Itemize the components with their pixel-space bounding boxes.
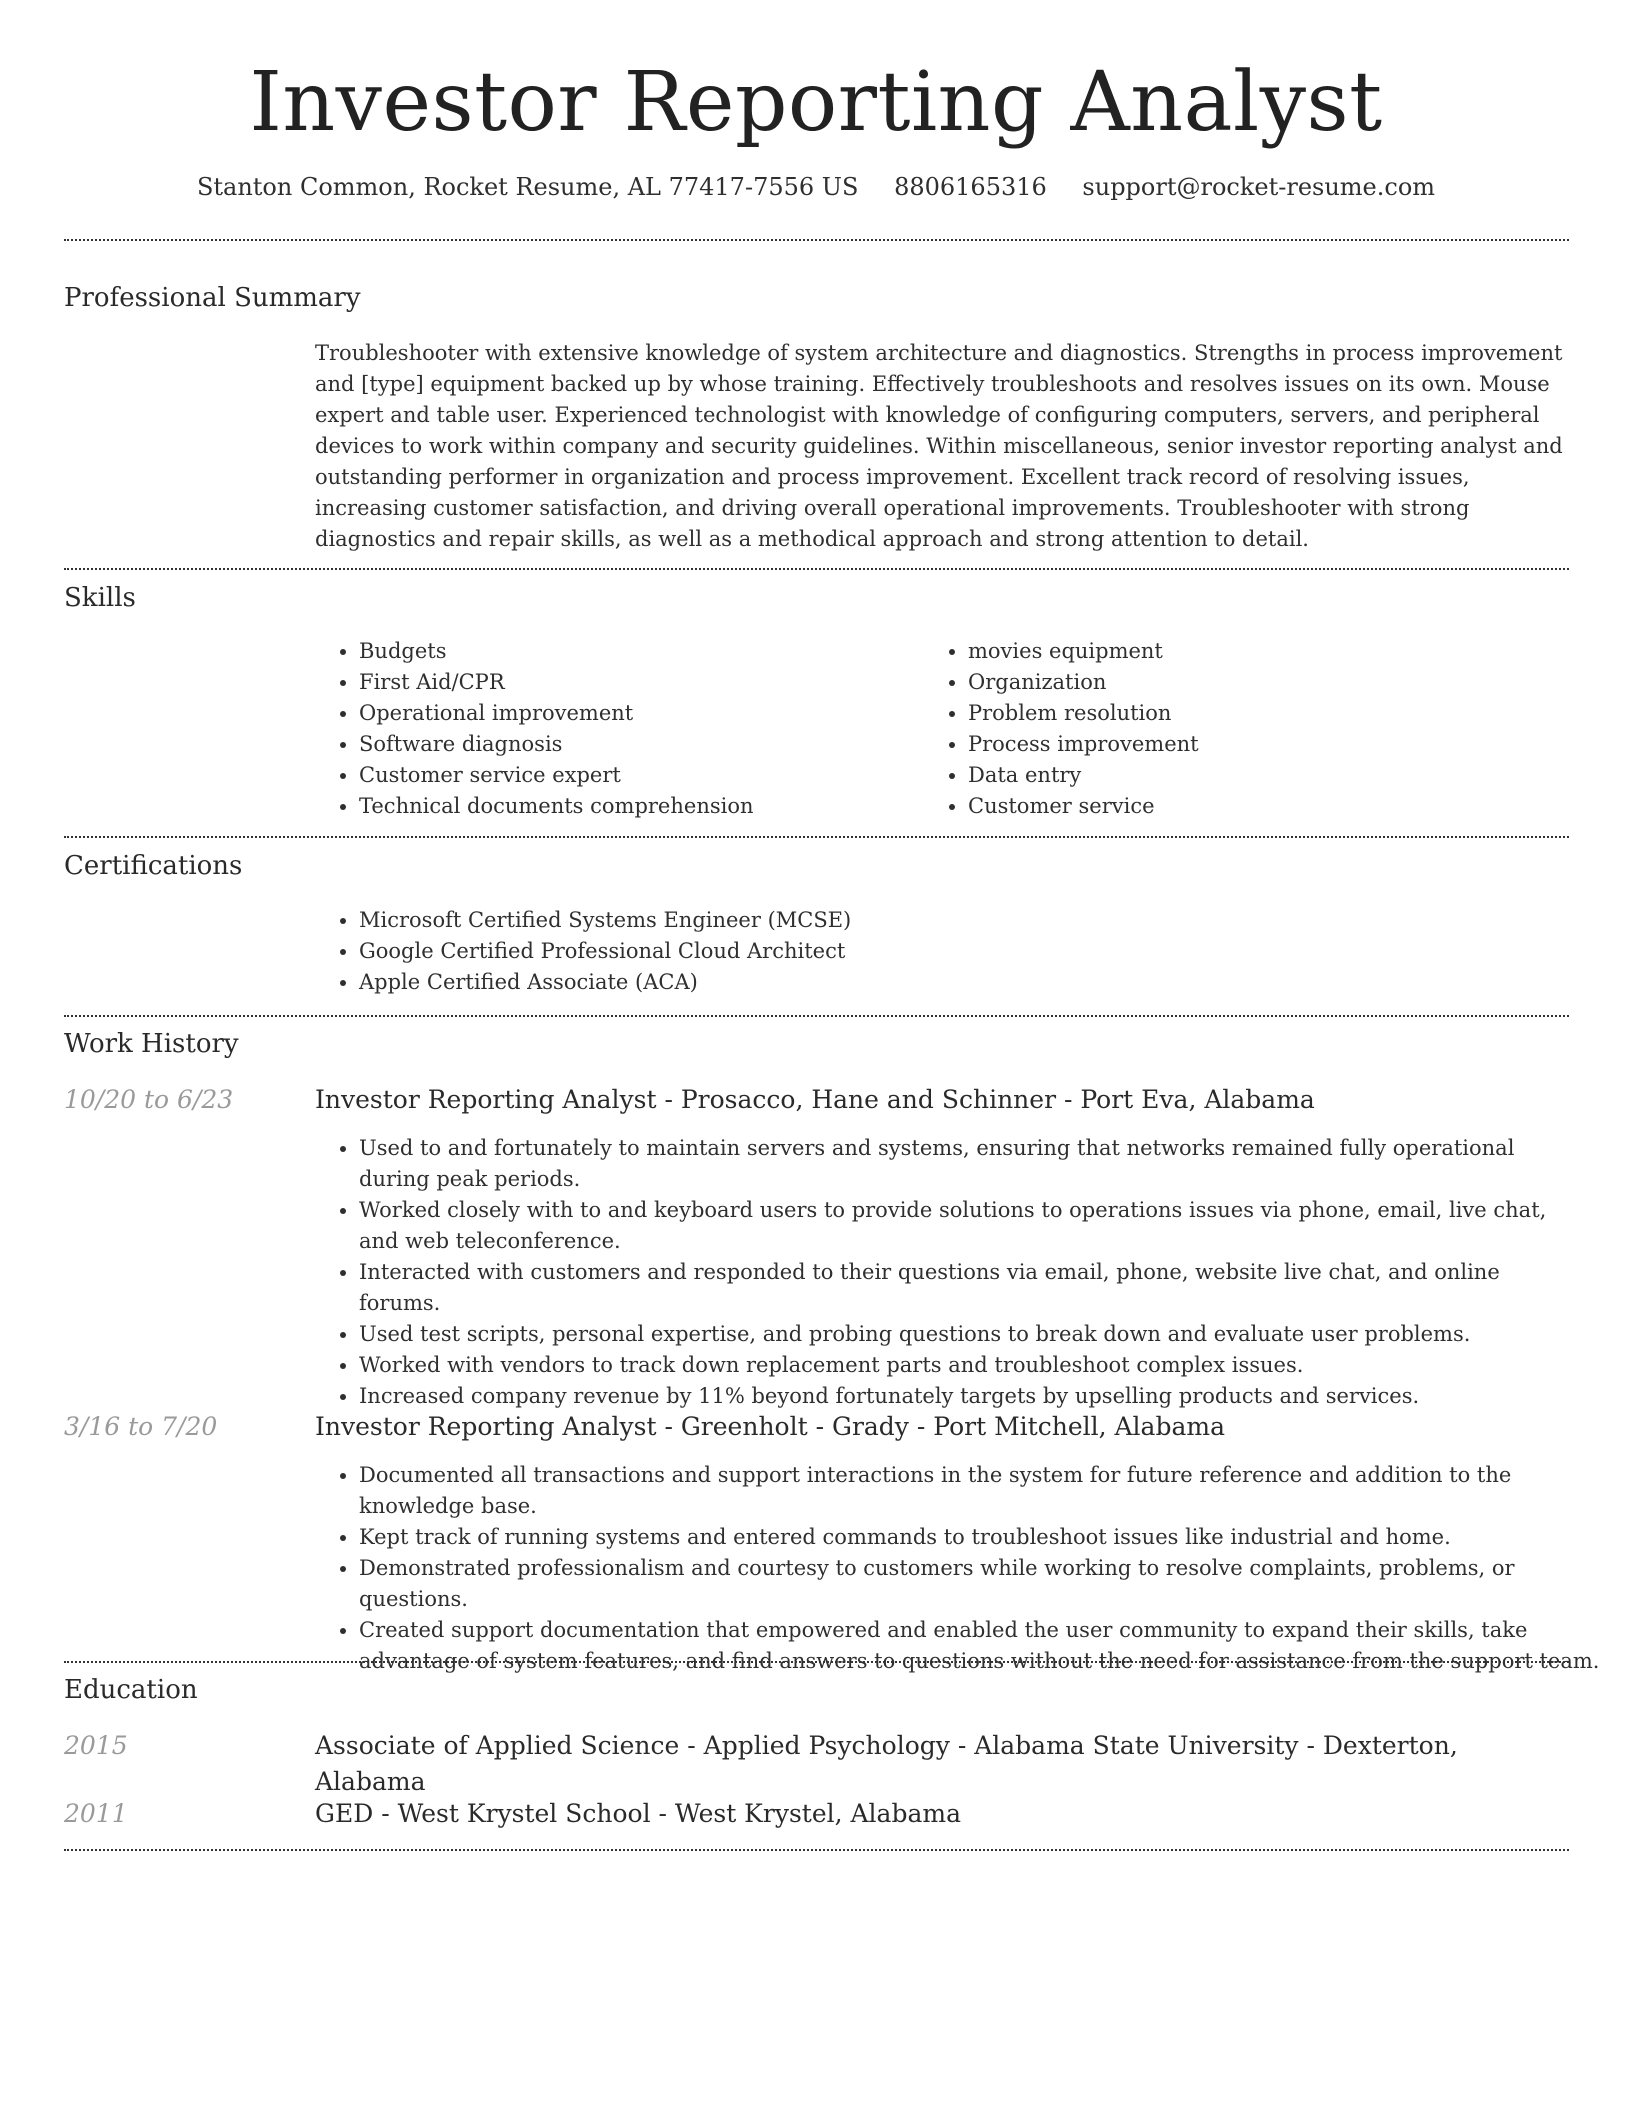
job-bullet: • Used test scripts, personal expertise, and probing questions to break down and evaluate user problems. (359, 1319, 1569, 1350)
skill-item: • Technical documents comprehension (359, 791, 929, 822)
divider (64, 239, 1569, 241)
skill-item: • Operational improvement (359, 698, 929, 729)
skill-item: • Software diagnosis (359, 729, 929, 760)
job-bullet: • Interacted with customers and responded to their questions via email, phone, website live chat, and online forums. (359, 1257, 1569, 1319)
contact-email[interactable]: support@rocket-resume.com (1082, 173, 1436, 201)
section-title-work-history: Work History (64, 1029, 239, 1059)
skill-item: • Organization (968, 667, 1568, 698)
skills-list-right (924, 636, 1568, 822)
skill-item: • Problem resolution (968, 698, 1568, 729)
section-title-certifications: Certifications (64, 851, 243, 881)
contact-phone: 8806165316 (894, 173, 1047, 201)
certifications-list (315, 905, 1613, 998)
job-dates: 10/20 to 6/23 (64, 1085, 234, 1114)
skill-item: • Customer service (968, 791, 1568, 822)
skill-item: • Process improvement (968, 729, 1568, 760)
divider (64, 1849, 1569, 1851)
job-dates: 3/16 to 7/20 (64, 1412, 218, 1441)
divider (64, 568, 1569, 570)
divider (64, 836, 1569, 838)
job-bullets (315, 1133, 1569, 1412)
education-year: 2015 (64, 1731, 128, 1760)
section-title-summary: Professional Summary (64, 283, 361, 313)
certification-item: • Microsoft Certified Systems Engineer (MCSE) (359, 905, 1613, 936)
divider (64, 1015, 1569, 1017)
job-bullet: • Demonstrated professionalism and courtesy to customers while working to resolve complaints, problems, or questions. (359, 1553, 1613, 1615)
education-entry: Associate of Applied Science - Applied Psychology - Alabama State University - Dexterton, Alabama (315, 1731, 1458, 1796)
job-bullets (315, 1460, 1613, 1677)
education-year: 2011 (64, 1799, 128, 1828)
education-entry: GED - West Krystel School - West Krystel, Alabama (315, 1799, 961, 1828)
section-title-skills: Skills (64, 583, 136, 613)
job-bullet: • Worked with vendors to track down replacement parts and troubleshoot complex issues. (359, 1350, 1569, 1381)
summary-text: Troubleshooter with extensive knowledge of system architecture and diagnostics. Strengths in process improvement and [type] equipment backed up by whose training. Effectively troubleshoots and resolves issues on its own. Mouse expert and table user. Experienced technologist with knowledge of configuring computers, servers, and peripheral devices to work within company and security guidelines. Within miscellaneous, senior investor reporting analyst and outstanding performer in organization and process improvement. Excellent track record of resolving issues, increasing customer satisfaction, and driving overall operational improvements. Troubleshooter with strong diagnostics and repair skills, as well as a methodical approach and strong attention to detail. (315, 341, 1563, 551)
certification-item: • Apple Certified Associate (ACA) (359, 967, 1613, 998)
skill-item: • movies equipment (968, 636, 1568, 667)
job-bullet: • Increased company revenue by 11% beyond fortunately targets by upselling products and services. (359, 1381, 1569, 1412)
skill-item: • Data entry (968, 760, 1568, 791)
certification-item: • Google Certified Professional Cloud Architect (359, 936, 1613, 967)
job-bullet: • Created support documentation that empowered and enabled the user community to expand their skills, take advantage of system features, and find answers to questions without the need for assistance from the support team. (359, 1615, 1613, 1677)
skill-item: • Budgets (359, 636, 929, 667)
section-title-education: Education (64, 1675, 198, 1705)
job-bullet: • Kept track of running systems and entered commands to troubleshoot issues like industrial and home. (359, 1522, 1613, 1553)
candidate-name: Investor Reporting Analyst (249, 55, 1383, 150)
job-bullet: • Documented all transactions and support interactions in the system for future reference and addition to the knowledge base. (359, 1460, 1613, 1522)
job-title: Investor Reporting Analyst - Prosacco, Hane and Schinner - Port Eva, Alabama (315, 1085, 1315, 1114)
contact-address: Stanton Common, Rocket Resume, AL 77417-7556 US (196, 173, 859, 201)
job-bullet: • Used to and fortunately to maintain servers and systems, ensuring that networks remained fully operational during peak periods. (359, 1133, 1569, 1195)
skills-list-left (315, 636, 929, 822)
skill-item: • First Aid/CPR (359, 667, 929, 698)
divider (64, 1661, 1569, 1663)
job-title: Investor Reporting Analyst - Greenholt - Grady - Port Mitchell, Alabama (315, 1412, 1225, 1441)
skill-item: • Customer service expert (359, 760, 929, 791)
contact-line (0, 170, 1632, 204)
job-bullet: • Worked closely with to and keyboard users to provide solutions to operations issues via phone, email, live chat, and web teleconference. (359, 1195, 1569, 1257)
